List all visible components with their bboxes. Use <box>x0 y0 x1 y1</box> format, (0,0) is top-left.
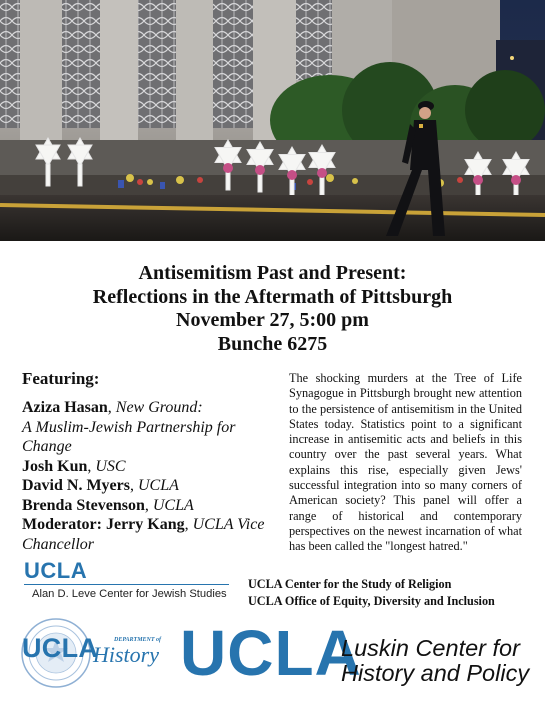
cosponsors <box>248 576 495 609</box>
speaker-affiliation: USC <box>95 457 126 475</box>
speaker-affiliation-continued: Chancellor <box>22 535 94 553</box>
history-ucla-wordmark: UCLA <box>22 633 99 663</box>
speaker-name: Moderator: Jerry Kang <box>22 516 185 533</box>
leve-ucla-wordmark: UCLA <box>24 558 88 583</box>
event-date: November 27, 5:00 pm <box>176 309 369 331</box>
event-title-line2: Reflections in the Aftermath of Pittsburgh <box>92 285 453 308</box>
leve-logo-rule <box>24 584 229 585</box>
speaker-item <box>22 515 287 554</box>
event-description: The shocking murders at the Tree of Life Synagogue in Pittsburgh brought new attention to the persistence of antisemitism in the United States today. Statistics point to a significant increase in antisemitic acts and beliefs in this country over the past several years. What explains this rise, especially given Jews' successful integration into so many corners of American society? This panel will offer a range of historical and contemporary perspectives on the newest incarnation of what has been called the "longest hatred." <box>289 371 522 554</box>
speaker-affiliation: New Ground: <box>115 399 203 416</box>
speaker-item <box>22 457 287 477</box>
speaker-name: Josh Kun <box>22 457 88 475</box>
speaker-separator: , <box>144 496 153 514</box>
event-headline <box>0 262 545 356</box>
speaker-item <box>22 496 287 516</box>
cosponsor-item: UCLA Office of Equity, Diversity and Inclusion <box>248 593 495 608</box>
speaker-name: David N. Myers <box>22 477 130 494</box>
speaker-affiliation: UCLA <box>152 496 194 514</box>
featuring-heading: Featuring: <box>22 369 100 388</box>
speaker-separator: , <box>184 516 193 533</box>
luskin-name-line1: Luskin Center for <box>341 635 520 661</box>
event-location: Bunche 6275 <box>217 332 328 355</box>
speaker-separator: , <box>107 399 116 416</box>
speaker-name: Brenda Stevenson <box>22 496 145 514</box>
luskin-center-name <box>341 636 529 686</box>
speaker-separator: , <box>87 457 96 475</box>
speaker-affiliation-continued: A Muslim-Jewish Partnership for Change <box>22 418 236 455</box>
history-wordmark: History <box>93 642 159 667</box>
speaker-name: Aziza Hasan <box>22 399 108 416</box>
history-dept-label: DEPARTMENT of <box>114 637 162 643</box>
leve-center-logo <box>24 560 254 600</box>
luskin-ucla-wordmark: UCLA <box>180 617 362 689</box>
speaker-separator: , <box>129 477 138 494</box>
cosponsor-item: UCLA Center for the Study of Religion <box>248 577 452 591</box>
speaker-item <box>22 398 287 457</box>
speaker-item <box>22 476 287 496</box>
featuring-section <box>22 369 287 554</box>
memorial-photo <box>0 0 545 241</box>
luskin-name-line2: History and Policy <box>341 660 530 686</box>
leve-center-name: Alan D. Leve Center for Jewish Studies <box>32 588 227 600</box>
speaker-affiliation: UCLA <box>137 477 179 494</box>
event-title-line1: Antisemitism Past and Present: <box>138 262 407 284</box>
speaker-affiliation: UCLA Vice <box>192 516 265 533</box>
